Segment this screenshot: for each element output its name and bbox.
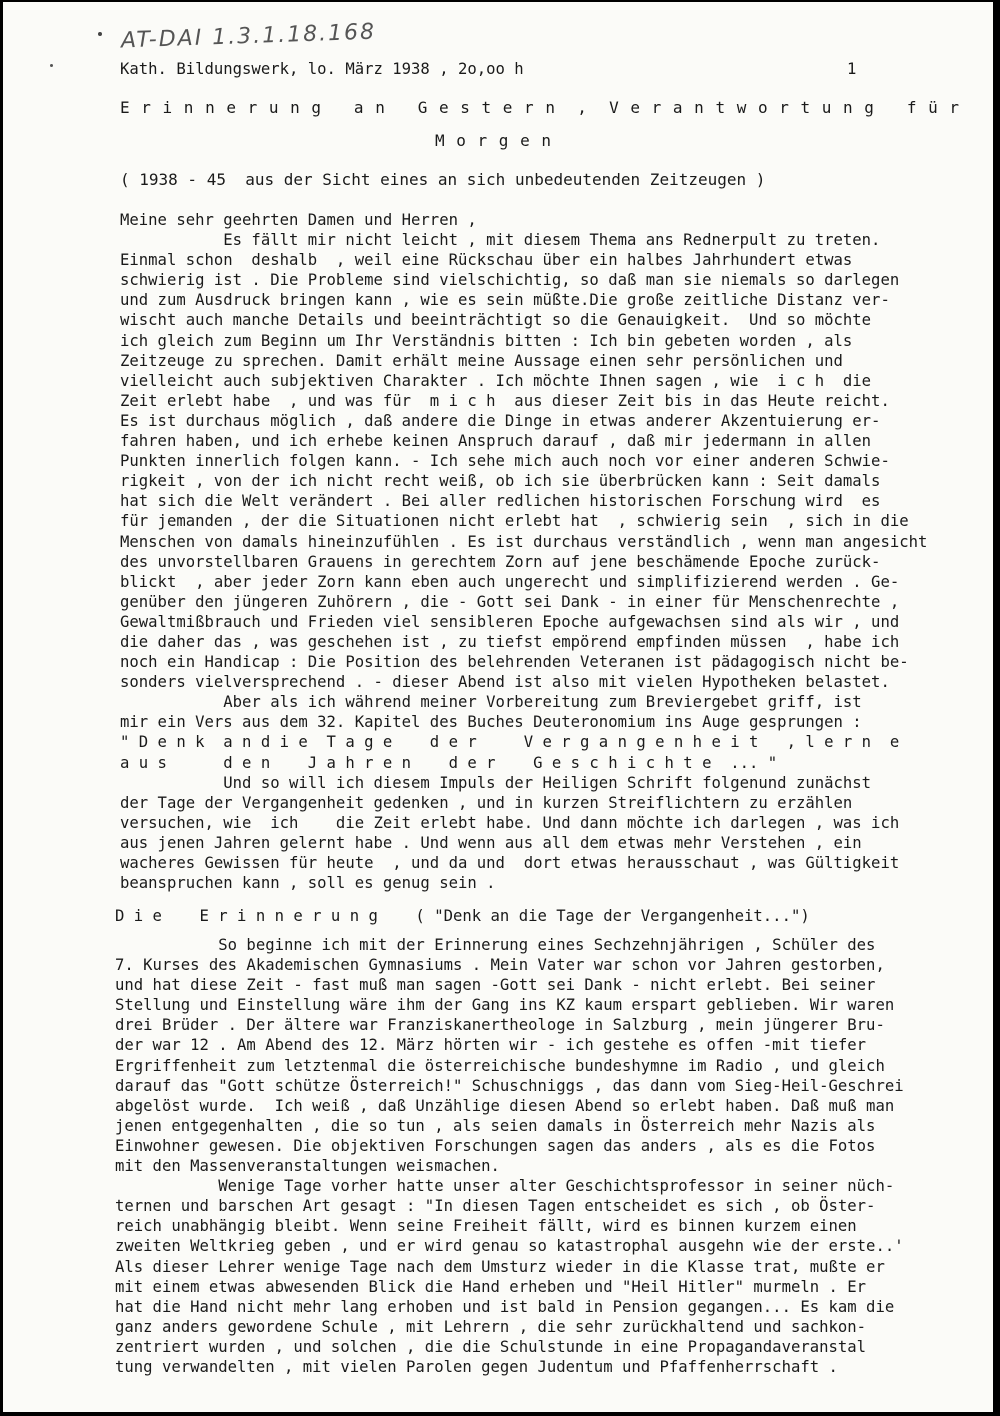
text-line: fahren haben, und ich erhebe keinen Anspruch darauf , daß mir jedermann in allen xyxy=(120,432,872,451)
title-line-1: E r i n n e r u n g a n G e s t e r n , V e r a n t w o r t u n g f ü r xyxy=(120,98,960,117)
text-line: zweiten Weltkrieg geben , und er wird genau so katastrophal ausgehn wie der erste..' xyxy=(115,1237,904,1256)
text-line: Es ist durchaus möglich , daß andere die Dinge in etwas anderer Akzentuierung er- xyxy=(120,411,881,430)
text-line: vielleicht auch subjektiven Charakter . Ich möchte Ihnen sagen , wie i c h die xyxy=(120,371,872,390)
text-line: rigkeit , von der ich nicht recht weiß, ob ich sie überbrücken kann : Seit damals xyxy=(120,472,881,491)
text-line: Als dieser Lehrer wenige Tage nach dem Umsturz wieder in die Klasse trat, mußte er xyxy=(115,1257,885,1276)
archive-signature: AT-DAI 1.3.1.18.168 xyxy=(120,19,377,54)
text-line: abgelöst wurde. Ich weiß , daß Unzählige diesen Abend so erlebt haben. Daß muß man xyxy=(115,1096,895,1115)
text-line: darauf das "Gott schütze Österreich!" Schuschniggs , das dann vom Sieg-Heil-Geschrei xyxy=(115,1076,904,1095)
text-line: und zum Ausdruck bringen kann , wie es sein müßte.Die große zeitliche Distanz ver- xyxy=(120,291,890,310)
text-line: sonders vielversprechend . - dieser Abend ist also mit vielen Hypotheken belastet. xyxy=(120,673,890,692)
text-line: tung verwandelten , mit vielen Parolen gegen Judentum und Pfaffenherrschaft . xyxy=(115,1357,838,1376)
text-line: reich unabhängig bleibt. Wenn seine Freiheit fällt, wird es binnen kurzem einen xyxy=(115,1217,857,1236)
text-line: und hat diese Zeit - fast muß man sagen -Gott sei Dank - nicht erlebt. Bei seiner xyxy=(115,976,876,995)
text-line: Meine sehr geehrten Damen und Herren , xyxy=(120,211,477,229)
text-line: hat sich die Welt verändert . Bei aller redlichen historischen Forschung wird es xyxy=(120,492,881,511)
text-line: ganz anders gewordene Schule , mit Lehrern , die sehr zurückhaltend und sachkon- xyxy=(115,1317,867,1336)
text-line: Und so will ich diesem Impuls der Heiligen Schrift folgenund zunächst xyxy=(120,773,872,792)
text-line: die daher das , was geschehen ist , zu tiefst empörend empfinden müssen , habe ich xyxy=(120,632,900,651)
text-line: der Tage der Vergangenheit gedenken , und in kurzen Streiflichtern zu erzählen xyxy=(120,793,853,812)
text-line: Stellung und Einstellung wäre ihm der Gang ins KZ kaum erspart geblieben. Wir waren xyxy=(115,996,895,1015)
text-line: So beginne ich mit der Erinnerung eines Sechzehnjährigen , Schüler des xyxy=(115,936,876,954)
text-line: mit einem etwas abwesenden Blick die Hand erheben und "Heil Hitler" murmeln . Er xyxy=(115,1277,867,1296)
text-line: hat die Hand nicht mehr lang erhoben und ist bald in Pension gegangen... Es kam die xyxy=(115,1297,895,1316)
text-line: Gewaltmißbrauch und Frieden viel sensibleren Epoche aufgewachsen sind als wir , und xyxy=(120,612,900,631)
text-line: Menschen von damals hineinzufühlen . Es ist durchaus verständlich , wenn man angesicht xyxy=(120,532,928,551)
text-line: aus jenen Jahren gelernt habe . Und wenn aus all dem etwas mehr Verstehen , ein xyxy=(120,833,862,852)
text-line: Einmal schon deshalb , weil eine Rückschau über ein halbes Jahrhundert etwas xyxy=(120,251,853,270)
text-line: beanspruchen kann , soll es genug sein . xyxy=(120,874,496,893)
section-erinnerung-text xyxy=(115,935,904,1377)
text-line: a u s d e n J a h r e n d e r G e s c h i c h t e ... " xyxy=(120,753,778,772)
text-line: mit den Massenveranstaltungen weismachen. xyxy=(115,1157,500,1176)
text-line: Einwohner gewesen. Die objektiven Forschungen sagen das anders , als es die Fotos xyxy=(115,1136,876,1155)
section-heading-erinnerung: D i e E r i n n e r u n g ( "Denk an die Tage der Vergangenheit...") xyxy=(115,907,810,925)
text-line: des unvorstellbaren Grauens in gerechtem Zorn auf jene beschämende Epoche zurück- xyxy=(120,552,881,571)
text-line: Es fällt mir nicht leicht , mit diesem Thema ans Rednerpult zu treten. xyxy=(120,231,881,250)
text-line: Punkten innerlich folgen kann. - Ich sehe mich auch noch vor einer anderen Schwie- xyxy=(120,452,890,471)
text-line: schwierig ist . Die Probleme sind vielschichtig, so daß man sie niemals so darlegen xyxy=(120,271,900,290)
text-line: drei Brüder . Der ältere war Franziskanertheologe in Salzburg , mein jüngerer Bru- xyxy=(115,1016,885,1035)
text-line: Wenige Tage vorher hatte unser alter Geschichtsprofessor in seiner nüch- xyxy=(115,1177,895,1196)
text-line: noch ein Handicap : Die Position des belehrenden Veteranen ist pädagogisch nicht be- xyxy=(120,653,909,672)
text-line: blickt , aber jeder Zorn kann eben auch ungerecht und simplifizierend werden . Ge- xyxy=(120,572,900,591)
ink-mark xyxy=(98,32,102,36)
title-line-2: M o r g e n xyxy=(435,131,552,150)
text-line: wischt auch manche Details und beeinträchtigt so die Genauigkeit. Und so möchte xyxy=(120,311,872,330)
text-line: Zeit erlebt habe , und was für m i c h aus dieser Zeit bis in das Heute reicht. xyxy=(120,391,890,410)
text-line: Ergriffenheit zum letztenmal die österreichische bundeshymne im Radio , und gleich xyxy=(115,1056,885,1075)
ink-mark xyxy=(50,64,53,67)
text-line: jenen entgegenhalten , die so tun , als seien damals in Österreich mehr Nazis als xyxy=(115,1116,876,1135)
text-line: ternen und barschen Art gesagt : "In diesen Tagen entscheidet es sich , ob Öster- xyxy=(115,1197,876,1216)
section-intro-text xyxy=(120,210,927,893)
page-number: 1 xyxy=(847,60,857,78)
text-line: Aber als ich während meiner Vorbereitung zum Breviergebet griff, ist xyxy=(120,693,862,712)
document-page xyxy=(3,2,993,1412)
text-line: zentriert wurden , und solchen , die die Schulstunde in eine Propagandaveranstal xyxy=(115,1337,867,1356)
text-line: für jemanden , der die Situationen nicht erlebt hat , schwierig sein , sich in die xyxy=(120,512,909,531)
text-line: ich gleich zum Beginn um Ihr Verständnis bitten : Ich bin gebeten worden , als xyxy=(120,331,853,350)
text-line: wacheres Gewissen für heute , und da und dort etwas herausschaut , was Gültigkeit xyxy=(120,854,900,872)
text-line: genüber den jüngeren Zuhörern , die - Gott sei Dank - in einer für Menschenrechte , xyxy=(120,592,900,611)
text-line: 7. Kurses des Akademischen Gymnasiums . Mein Vater war schon vor Jahren gestorben, xyxy=(115,956,885,975)
text-line: " D e n k a n d i e T a g e d e r V e r g a n g e n h e i t , l e r n e xyxy=(120,733,900,752)
text-line: mir ein Vers aus dem 32. Kapitel des Buches Deuteronomium ins Auge gesprungen : xyxy=(120,713,862,732)
document-header: Kath. Bildungswerk, lo. März 1938 , 2o,oo h xyxy=(120,60,524,78)
text-line: Zeitzeuge zu sprechen. Damit erhält meine Aussage einen sehr persönlichen und xyxy=(120,351,843,370)
text-line: versuchen, wie ich die Zeit erlebt habe. Und dann möchte ich darlegen , was ich xyxy=(120,813,900,832)
text-line: der war 12 . Am Abend des 12. März hörten wir - ich gestehe es offen -mit tiefer xyxy=(115,1036,867,1055)
subtitle: ( 1938 - 45 aus der Sicht eines an sich unbedeutenden Zeitzeugen ) xyxy=(120,170,766,189)
